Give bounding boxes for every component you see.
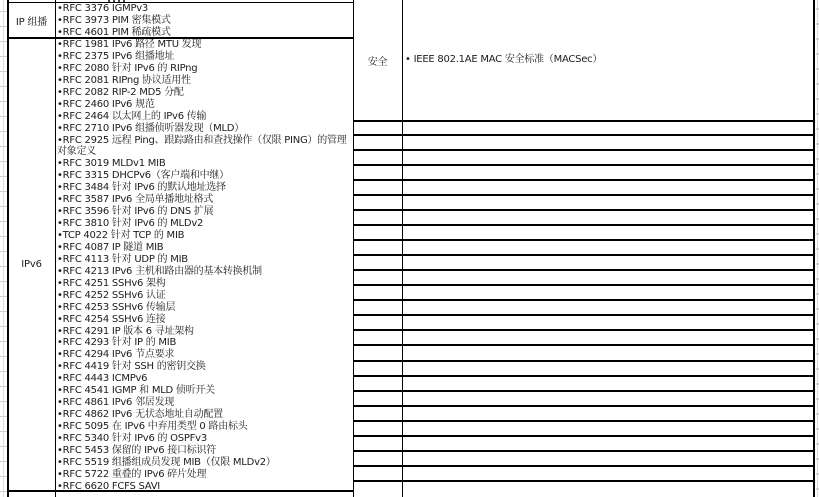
rfc-item: •RFC 4087 IP 隧道 MIB	[57, 241, 164, 253]
category-cell-security: 安全	[367, 56, 388, 68]
empty-row	[353, 377, 814, 392]
rfc-list-ipv6	[57, 39, 351, 493]
rfc-item: •RFC 2925 远程 Ping、跟踪路由和查找操作（仅限 PING）的管理对象定义	[57, 134, 347, 158]
rfc-item: •RFC 2375 IPv6 组播地址	[57, 50, 175, 62]
empty-row	[353, 151, 814, 166]
empty-row	[353, 256, 814, 271]
rfc-item: •RFC 4291 IP 版本 6 寻址架构	[57, 325, 194, 337]
rfc-item: •RFC 4861 IPv6 邻居发现	[57, 397, 175, 409]
rfc-item: •RFC 2080 针对 IPv6 的 RIPng	[57, 62, 198, 74]
rfc-item: •RFC 4254 SSHv6 连接	[57, 313, 166, 325]
rfc-item: •RFC 4862 IPv6 无状态地址自动配置	[57, 409, 223, 421]
rfc-item: •RFC 4443 ICMPv6	[57, 373, 148, 385]
empty-row	[353, 121, 814, 136]
rfc-item: •RFC 3973 PIM 密集模式	[57, 14, 171, 26]
rfc-item: •RFC 3596 针对 IPv6 的 DNS 扩展	[57, 206, 214, 218]
rfc-item: •RFC 4541 IGMP 和 MLD 侦听开关	[57, 385, 215, 397]
category-cell-ipv6: IPv6	[21, 259, 42, 270]
rfc-item: •RFC 2081 RIPng 协议适用性	[57, 74, 191, 86]
rfc-item: •RFC 4419 针对 SSH 的密钥交换	[57, 361, 206, 373]
rfc-item: •RFC 4253 SSHv6 传输层	[57, 301, 176, 313]
rfc-item: •RFC 3810 针对 IPv6 的 MLDv2	[57, 218, 204, 230]
rfc-item: •RFC 5722 重叠的 IPv6 碎片处理	[57, 468, 207, 480]
rfc-item: •RFC 5453 保留的 IPv6 接口标识符	[57, 444, 217, 456]
empty-row	[353, 271, 814, 286]
rfc-item: •RFC 3019 MLDv1 MIB	[57, 158, 166, 170]
rfc-item: •RFC 2082 RIP-2 MD5 分配	[57, 86, 184, 98]
empty-row	[353, 226, 814, 241]
empty-row	[353, 362, 814, 377]
rfc-item: •RFC 3587 IPv6 全局单播地址格式	[57, 194, 214, 206]
empty-row	[353, 331, 814, 346]
rfc-item: •RFC 4252 SSHv6 认证	[57, 289, 166, 301]
empty-row	[353, 286, 814, 301]
rfc-item: •RFC 4601 PIM 稀疏模式	[57, 26, 171, 38]
std-item: • IEEE 802.1AE MAC 安全标准（MACSec）	[405, 54, 603, 65]
rfc-item: •RFC 5340 针对 IPv6 的 OSPFv3	[57, 432, 207, 444]
empty-row	[353, 136, 814, 151]
empty-row	[353, 181, 814, 196]
empty-row	[353, 196, 814, 211]
empty-row	[353, 316, 814, 331]
rfc-item: •RFC 4113 针对 UDP 的 MIB	[57, 253, 188, 265]
category-cell-ip-multicast: IP 组播	[15, 16, 48, 28]
rfc-item: •TCP 4022 针对 TCP 的 MIB	[57, 230, 185, 241]
empty-row	[353, 346, 814, 361]
rfc-item: •RFC 4294 IPv6 节点要求	[57, 349, 175, 361]
empty-row	[353, 392, 814, 407]
rfc-item: •RFC 5519 组播组成员发现 MIB（仅限 MLDv2）	[57, 456, 276, 468]
rfc-item: •RFC 5095 在 IPv6 中弃用类型 0 路由标头	[57, 421, 248, 432]
rfc-item: •RFC 3376 IGMPv3	[57, 3, 149, 14]
table-border-category-left	[55, 0, 56, 497]
rfc-item: •RFC 1981 IPv6 路径 MTU 发现	[57, 39, 202, 50]
empty-row	[353, 407, 814, 422]
standards-list-security	[405, 0, 811, 120]
empty-row	[353, 241, 814, 256]
empty-row	[353, 211, 814, 226]
empty-row	[353, 437, 814, 452]
rfc-item: •RFC 4251 SSHv6 架构	[57, 277, 166, 289]
rfc-item: •RFC 4213 IPv6 主机和路由器的基本转换机制	[57, 265, 262, 277]
empty-row	[353, 467, 814, 482]
empty-row	[353, 452, 814, 467]
rfc-item: •RFC 2464 以太网上的 IPv6 传输	[57, 110, 207, 122]
rfc-item: •RFC 2710 IPv6 组播侦听器发现（MLD）	[57, 122, 244, 134]
rfc-item: •RFC 2460 IPv6 规范	[57, 98, 155, 110]
rfc-list-ip-multicast	[57, 3, 351, 39]
rfc-item: •RFC 4293 针对 IP 的 MIB	[57, 337, 177, 349]
empty-row	[353, 166, 814, 181]
rfc-item: •RFC 6620 FCFS SAVI	[57, 480, 160, 492]
empty-row	[353, 422, 814, 437]
rfc-item: •RFC 3315 DHCPv6（客户端和中继）	[57, 170, 229, 182]
empty-row	[353, 301, 814, 316]
rfc-item: •RFC 3484 针对 IPv6 的默认地址选择	[57, 182, 226, 194]
sheet-gutter-left	[0, 0, 7, 497]
empty-rows-container	[353, 121, 814, 482]
